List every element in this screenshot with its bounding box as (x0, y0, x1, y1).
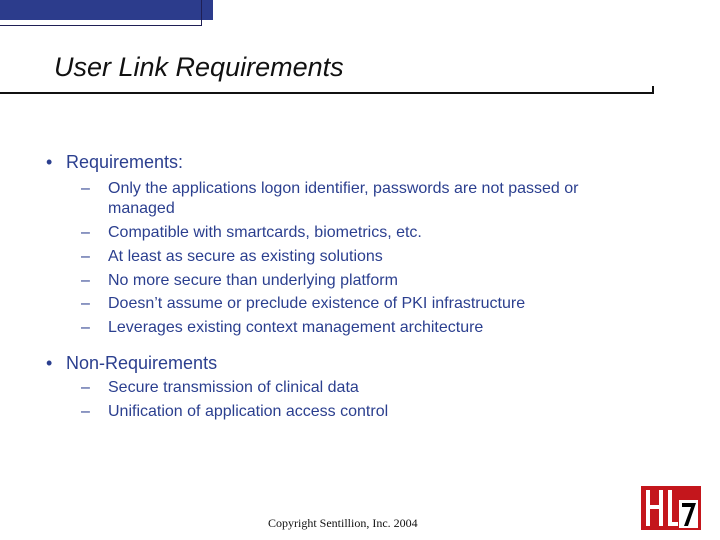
header-frame (0, 0, 202, 26)
copyright-footer: Copyright Sentillion, Inc. 2004 (268, 516, 418, 530)
hl7-logo-icon (641, 486, 701, 530)
list-item-text: Only the applications logon identifier, passwords are not passed or (108, 180, 579, 197)
slide-title: User Link Requirements (54, 52, 344, 82)
list-item-text: Compatible with smartcards, biometrics, etc. (108, 224, 422, 241)
dash-marker: – (81, 180, 90, 197)
dash-marker: – (81, 403, 90, 420)
bullet-heading: Requirements: (66, 152, 184, 172)
dash-marker: – (81, 379, 90, 396)
title-underline-tick (652, 86, 654, 94)
list-item-text: At least as secure as existing solutions (108, 248, 383, 265)
list-item-text: managed (108, 200, 175, 217)
title-underline (0, 92, 654, 94)
dash-marker: – (81, 248, 90, 265)
dash-marker: – (81, 295, 90, 312)
dash-marker: – (81, 224, 90, 241)
list-item-text: Doesn’t assume or preclude existence of PKI infrastructure (108, 295, 526, 312)
list-item-text: No more secure than underlying platform (108, 272, 398, 289)
dash-marker: – (81, 272, 90, 289)
bullet-dot: • (46, 152, 53, 172)
bullet-dot: • (46, 353, 53, 373)
list-item-text: Unification of application access control (108, 403, 389, 420)
list-item-text: Secure transmission of clinical data (108, 379, 359, 396)
list-item-text: Leverages existing context management architecture (108, 319, 484, 336)
dash-marker: – (81, 319, 90, 336)
bullet-heading: Non-Requirements (66, 353, 218, 373)
